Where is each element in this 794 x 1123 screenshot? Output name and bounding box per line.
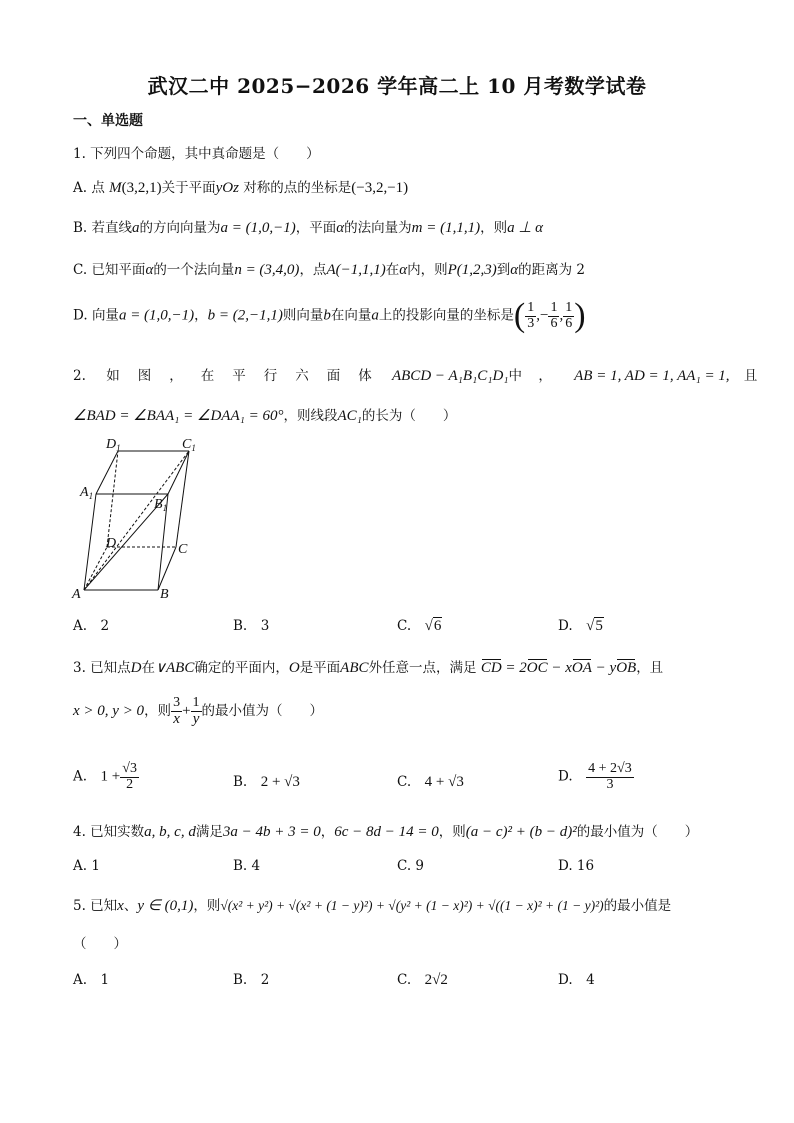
label-b: B — [160, 587, 169, 602]
text: ，且 — [636, 660, 664, 676]
question-number: 2. — [73, 368, 86, 384]
math: AB = 1, AD = 1, AA₁ = 1, — [574, 368, 730, 384]
q1-stem: 1. 下列四个命题，其中真命题是（ ） — [73, 146, 320, 162]
q1-option-d: D. 向量a = (1,0,−1)，b = (2,−1,1)则向量b在向量a上的投影向量的坐标是( $\frac{1}{3}$ ,− $\frac{1}{6}$ , $\frac{1}{6}$ ) — [73, 297, 586, 334]
q4-option-d: D. 16 — [558, 858, 595, 874]
text: 如 — [106, 368, 120, 384]
text: 且 — [743, 368, 758, 384]
math: b = (2,−1,1) — [207, 307, 283, 324]
math: yOz — [215, 180, 239, 196]
text: ，则 — [438, 824, 466, 840]
label-b1: $B_1$ — [154, 497, 168, 513]
label-a: A — [72, 587, 81, 602]
q2-stem-line2 — [73, 404, 456, 425]
math: α — [510, 262, 519, 278]
math: P(1,2,3) — [447, 262, 497, 278]
q4-stem — [73, 820, 698, 841]
text: 图 — [137, 368, 152, 384]
math: α — [399, 262, 408, 278]
math: x — [117, 898, 124, 914]
math: (3,2,1) — [121, 180, 162, 196]
text: 关于平面 — [161, 180, 216, 196]
text: 在 — [385, 262, 400, 278]
section-heading: 一、单选题 — [73, 113, 143, 129]
option-label: C. — [73, 262, 88, 278]
math: a = (1,0,−1) — [118, 307, 195, 324]
text: 到 — [496, 262, 511, 278]
text: 平 — [232, 368, 246, 384]
text: 的方向向量为 — [139, 220, 221, 236]
q5-stem — [73, 894, 671, 915]
q3-option-b: B. 2 + √3 — [233, 774, 300, 790]
text: ，则 — [480, 220, 508, 236]
q4-option-c: C. 9 — [397, 858, 425, 874]
math: O — [288, 660, 300, 676]
option-label: D. — [73, 307, 88, 324]
fraction: $\frac{1}{6}$ — [550, 299, 558, 331]
q1-option-b — [73, 216, 543, 237]
label-d1: $D_1$ — [106, 437, 121, 453]
text: 行 — [263, 368, 278, 384]
q4-option-a: A. 1 — [73, 858, 100, 874]
text: 的长为（ ） — [361, 408, 457, 424]
q5-paren: （ ） — [73, 936, 127, 952]
math: A(−1,1,1) — [326, 262, 386, 278]
text: 在 — [200, 368, 215, 384]
math: a — [132, 220, 140, 236]
math: a ⊥ α — [507, 220, 544, 236]
text: 体 — [358, 368, 372, 384]
text: 面 — [326, 368, 341, 384]
text: 在向量 — [330, 307, 372, 324]
math: (−3,2,−1) — [351, 180, 409, 196]
text: 5. 已知 — [73, 898, 118, 914]
math: y ∈ (0,1) — [137, 898, 194, 914]
fraction: $\frac{1}{6}$ — [565, 299, 573, 331]
math: a, b, c, d — [144, 824, 196, 840]
math: α — [145, 262, 154, 278]
text: 对称的点的坐标是 — [243, 180, 352, 196]
q2-option-b: B. 3 — [233, 618, 270, 634]
q4-option-b: B. 4 — [233, 858, 261, 874]
text: 的距离为 2 — [518, 262, 586, 278]
q1-option-c — [73, 258, 585, 279]
text: 中 — [508, 368, 523, 384]
math: 3a − 4b + 3 = 0 — [222, 824, 321, 840]
q3-option-a: A. 1 + $\frac{√3}{2}$ — [73, 761, 137, 792]
option-label: B. — [73, 220, 88, 236]
text: ，点 — [299, 262, 327, 278]
parallelepiped-figure — [70, 432, 210, 607]
option-label: A. — [73, 180, 88, 196]
text: ，平面 — [295, 220, 337, 236]
math: ∠BAD = ∠BAA₁ = ∠DAA₁ = 60° — [73, 408, 284, 424]
q5-option-c: C. 2√2 — [397, 972, 448, 988]
text: 在 — [141, 660, 156, 676]
text: 的法向量为 — [344, 220, 412, 236]
q5-option-d: D. 4 — [558, 972, 595, 988]
text: 的最小值为（ ） — [576, 824, 699, 840]
math: D — [130, 660, 142, 676]
math: a — [371, 307, 379, 324]
text: 则向量 — [282, 307, 324, 324]
text: 若直线 — [91, 220, 133, 236]
text: ，则 — [193, 898, 221, 914]
math: α — [336, 220, 345, 236]
q2-option-a: A. 2 — [73, 618, 110, 634]
math: a = (1,0,−1) — [220, 220, 296, 236]
text: 的最小值为（ ） — [201, 703, 324, 720]
q1-option-a — [73, 176, 408, 197]
math: ABCD − A₁B₁C₁D₁ — [391, 368, 509, 384]
text: 是平面 — [299, 660, 341, 676]
text: 上的投影向量的坐标是 — [378, 307, 514, 324]
text: ，则 — [144, 703, 172, 720]
label-d: D — [106, 536, 117, 551]
text: ，则线段 — [283, 408, 338, 424]
q2-option-d: D. √5 — [558, 618, 603, 634]
q3-stem-line1: 3. 已知点D在∨ABC确定的平面内，O是平面ABC外任意一点，满足 CD = 2OC − xOA − yOB，且 — [73, 660, 664, 676]
text: 外任意一点，满足 — [368, 660, 477, 676]
text: 六 — [295, 368, 309, 384]
text: ， — [194, 307, 208, 324]
math: AC₁ — [337, 408, 362, 424]
math: ∨ABC — [155, 660, 195, 676]
text: 4. 已知实数 — [73, 824, 145, 840]
text: 的最小值是 — [603, 898, 672, 914]
text: 内，则 — [407, 262, 448, 278]
text: 的一个法向量 — [153, 262, 235, 278]
fraction: $\frac{1}{3}$ — [527, 299, 535, 331]
text: ， — [320, 824, 335, 840]
text: ， — [169, 368, 183, 384]
text: 3. 已知点 — [73, 660, 131, 676]
math: √(x² + y²) + √(x² + (1 − y)²) + √(y² + (1 − x)²) + √((1 − x)² + (1 − y)²) — [220, 898, 604, 913]
math: b — [323, 307, 331, 324]
text: 确定的平面内， — [194, 660, 289, 676]
math: 6c − 8d − 14 = 0 — [334, 824, 439, 840]
math: n = (3,4,0) — [234, 262, 300, 278]
math: x > 0, y > 0 — [73, 703, 145, 720]
q3-option-d: D. $\frac{4 + 2√3}{3}$ — [558, 761, 632, 792]
math: ABC — [340, 660, 369, 676]
text: 向量 — [91, 307, 119, 324]
text: ， — [538, 368, 552, 384]
text: 、 — [123, 898, 138, 914]
text: 满足 — [195, 824, 223, 840]
text: 已知平面 — [91, 262, 146, 278]
label-a1: $A_1$ — [80, 485, 94, 501]
math: (a − c)² + (b − d)² — [465, 824, 577, 840]
page-title: 武汉二中 2025−2026 学年高二上 10 月考数学试卷 — [147, 74, 647, 98]
q3-stem-line2: x > 0, y > 0，则 $\frac{3}{x}$ + $\frac{1}{y}$ 的最小值为（ ） — [73, 695, 324, 727]
q5-option-b: B. 2 — [233, 972, 270, 988]
math: M — [109, 180, 122, 196]
math: m = (1,1,1) — [411, 220, 481, 236]
q2-stem-line1 — [73, 364, 758, 385]
label-c1: $C_1$ — [182, 437, 196, 453]
q5-option-a: A. 1 — [73, 972, 110, 988]
text: 点 — [91, 180, 105, 196]
label-c: C — [178, 542, 188, 557]
q3-option-c: C. 4 + √3 — [397, 774, 464, 790]
q2-option-c: C. √6 — [397, 618, 442, 634]
